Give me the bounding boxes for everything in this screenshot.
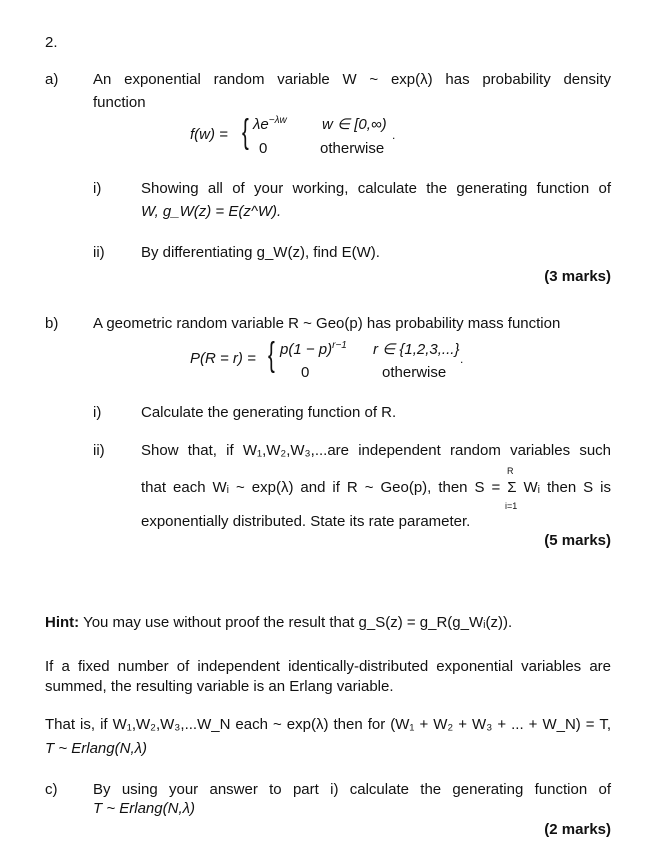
pmf-case1-cond: r ∈ {1,2,3,...} — [373, 341, 460, 358]
hint-para1-line2: summed, the resulting variable is an Erlang variable. — [45, 678, 394, 695]
part-c-line2: T ~ Erlang(N,λ) — [93, 800, 195, 817]
pmf-case2-cond: otherwise — [382, 364, 447, 381]
pdf-case2-expr: 0 — [259, 140, 268, 157]
part-b-ii-line2: that each Wᵢ ~ exp(λ) and if R ~ Geo(p), then S = Σ Wᵢ then S is — [141, 479, 611, 496]
question-number: 2. — [45, 34, 58, 51]
pdf-period: . — [392, 128, 396, 142]
pdf-brace: { — [242, 113, 249, 151]
part-b-marks: (5 marks) — [544, 532, 611, 549]
part-c-marks: (2 marks) — [544, 821, 611, 838]
sum-lower-limit: i=1 — [505, 501, 518, 511]
hint-label: Hint: — [45, 614, 80, 631]
part-a-ii-text: By differentiating g_W(z), find E(W). — [141, 244, 380, 261]
pdf-case1-cond: w ∈ [0,∞) — [322, 116, 387, 133]
hint-para2-line2: T ~ Erlang(N,λ) — [45, 740, 147, 757]
part-a-ii-label: ii) — [93, 244, 105, 261]
part-a-i-line1: Showing all of your working, calculate the generating function of — [141, 180, 611, 197]
sum-upper-limit: R — [507, 466, 514, 476]
part-b-label: b) — [45, 315, 59, 332]
hint-text: You may use without proof the result that g_S(z) = g_R(g_Wᵢ(z)). — [83, 614, 513, 631]
part-a-label: a) — [45, 71, 59, 88]
part-a-i-line2: W, g_W(z) = E(z^W). — [141, 203, 282, 220]
part-b-ii-label: ii) — [93, 442, 105, 459]
pmf-lhs: P(R = r) = — [190, 350, 256, 367]
part-a-intro-line2: function — [93, 94, 146, 111]
pdf-case1-expr: $\lambda e^{-\lambda w}$ — [253, 115, 287, 133]
pdf-case2-cond: otherwise — [320, 140, 385, 157]
hint-line — [45, 614, 512, 631]
part-b-intro: A geometric random variable R ~ Geo(p) has probability mass function — [93, 315, 561, 332]
part-a-intro-line1: An exponential random variable W ~ exp(λ) has probability density — [93, 71, 611, 88]
part-c-line1: By using your answer to part i) calculate the generating function of — [93, 781, 611, 798]
part-b-i-label: i) — [93, 404, 102, 421]
part-b-ii-line1: Show that, if W₁,W₂,W₃,...are independent random variables such — [141, 442, 611, 459]
hint-para2-line1: That is, if W₁,W₂,W₃,...W_N each ~ exp(λ) then for (W₁ + W₂ + W₃ + ... + W_N) = T, — [45, 716, 611, 733]
pdf-lhs: f(w) = — [190, 126, 228, 143]
part-a-i-label: i) — [93, 180, 102, 197]
pmf-brace: { — [268, 336, 275, 374]
part-a-marks: (3 marks) — [544, 268, 611, 285]
part-b-ii-line3: exponentially distributed. State its rate parameter. — [141, 513, 471, 530]
pmf-case1-expr: $p(1 - p)^{r-1}$ — [280, 340, 347, 358]
pmf-case2-expr: 0 — [301, 364, 310, 381]
hint-para1-line1: If a fixed number of independent identically-distributed exponential variables are — [45, 658, 611, 675]
pmf-period: . — [460, 352, 464, 366]
part-c-label: c) — [45, 781, 58, 798]
part-b-i-text: Calculate the generating function of R. — [141, 404, 397, 421]
